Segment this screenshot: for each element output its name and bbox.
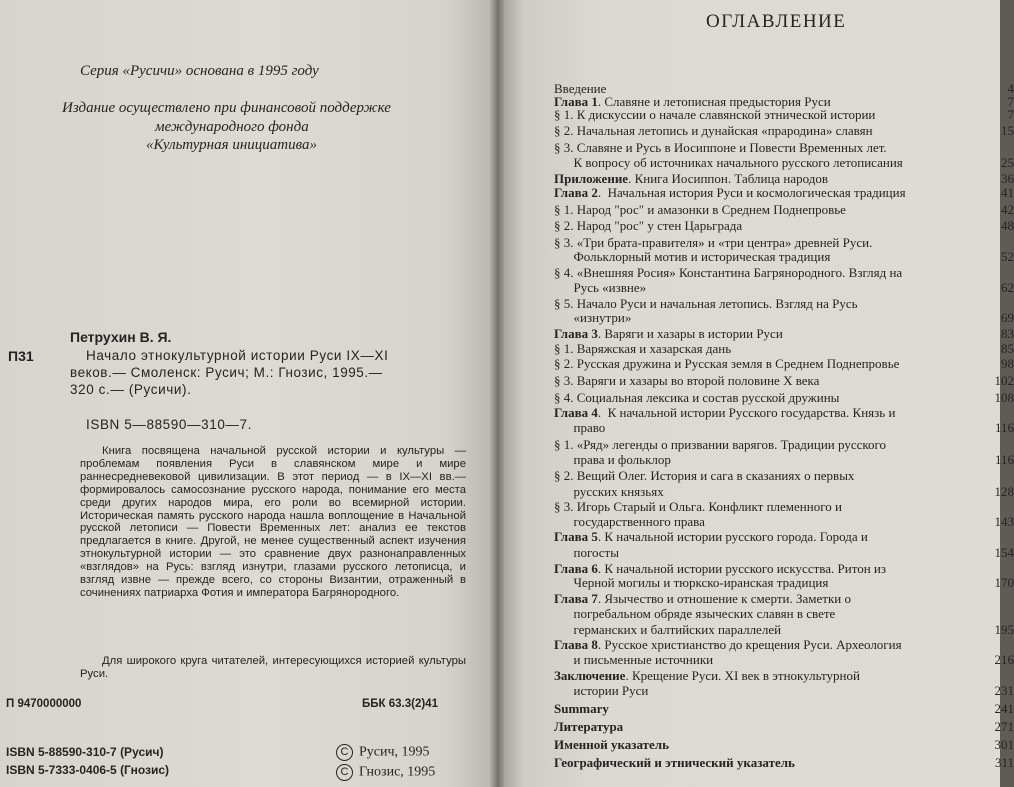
copyright-gnozis: C Гнозис, 1995 bbox=[336, 764, 435, 781]
toc-entry-label bbox=[554, 202, 846, 218]
support-line-1: Издание осуществлено при финансовой поддержке bbox=[62, 100, 391, 116]
toc-entry-page: 216 bbox=[994, 652, 1014, 667]
toc-entry-text: К вопросу об источниках начального русского летописания bbox=[554, 155, 903, 170]
toc-entry-label bbox=[554, 484, 664, 500]
series-note: Серия «Русичи» основана в 1995 году bbox=[80, 63, 319, 79]
toc-entry-text: . Варяги и хазары в истории Руси bbox=[597, 326, 783, 341]
toc-entry-page: 85 bbox=[1001, 341, 1014, 356]
toc-entry bbox=[554, 249, 1014, 265]
toc-entry-text: § 3. «Три брата-правителя» и «три центра» древней Руси. bbox=[554, 235, 873, 250]
toc-entry-text: § 3. Варяги и хазары во второй половине X века bbox=[554, 373, 820, 388]
toc-entry-page: 170 bbox=[994, 575, 1014, 590]
toc-entry-heading: Глава 7 bbox=[554, 591, 598, 606]
toc-entry-text: . К начальной истории Русского государства. Князь и bbox=[597, 405, 896, 420]
toc-entry-text: § 1. Варяжская и хазарская дань bbox=[554, 341, 732, 356]
toc-entry bbox=[554, 265, 1000, 281]
toc-entry-page: 7 bbox=[1007, 107, 1014, 122]
toc-entry-label bbox=[554, 652, 713, 668]
toc-entry-text: русских князьях bbox=[554, 484, 664, 499]
toc-entry-heading: Именной указатель bbox=[554, 737, 669, 752]
toc-entry-heading: Заключение bbox=[554, 668, 626, 683]
toc-entry-text: Русь «извне» bbox=[554, 280, 647, 295]
toc-entry-heading: Географический и этнический указатель bbox=[554, 755, 795, 770]
toc-entry-label bbox=[554, 606, 835, 622]
toc-entry-text: погосты bbox=[554, 545, 619, 560]
toc-entry-label bbox=[554, 499, 842, 515]
toc-entry-page: 116 bbox=[994, 420, 1014, 435]
isbn-short: ISBN 5—88590—310—7. bbox=[86, 417, 252, 432]
toc-entry bbox=[554, 123, 1014, 139]
biblio-line-2: веков.— Смоленск: Русич; М.: Гнозис, 1995.— bbox=[70, 365, 383, 380]
author: Петрухин В. Я. bbox=[70, 329, 172, 345]
toc-entry-label bbox=[554, 280, 646, 296]
toc-entry bbox=[554, 390, 1014, 406]
support-line-2: международного фонда bbox=[155, 119, 309, 135]
toc-entry bbox=[554, 468, 1000, 484]
support-line-3: «Культурная инициатива» bbox=[146, 137, 318, 153]
toc-entry-page: 62 bbox=[1001, 280, 1014, 295]
catalog-code: П 9470000000 bbox=[6, 698, 82, 710]
toc-entry-text: . Язычество и отношение к смерти. Заметки о bbox=[597, 591, 851, 606]
toc-entry-heading: Глава 1 bbox=[554, 94, 598, 109]
toc-entry-label bbox=[554, 356, 899, 372]
toc-entry-page: 83 bbox=[1001, 326, 1014, 341]
toc-entry-text: . Книга Иосиппон. Таблица народов bbox=[628, 171, 829, 186]
toc-entry-label bbox=[554, 514, 705, 530]
toc-entry-text: права и фольклор bbox=[554, 452, 671, 467]
toc-entry-text: право bbox=[554, 420, 606, 435]
toc-entry-page: 69 bbox=[1001, 310, 1014, 325]
toc-entry-text: «изнутри» bbox=[554, 310, 632, 325]
toc-entry-text: . Русское христианство до крещения Руси. Археология bbox=[597, 637, 902, 652]
toc-entry-text: § 5. Начало Руси и начальная летопись. Взгляд на Русь bbox=[554, 296, 858, 311]
toc-entry-label bbox=[554, 218, 742, 234]
copyright-rusich: C Русич, 1995 bbox=[336, 744, 430, 761]
toc-entry-label bbox=[554, 622, 781, 638]
toc-entry bbox=[554, 622, 1014, 638]
toc-entry-text: § 3. Славяне и Русь в Иосиппоне и Повести Временных лет. bbox=[554, 140, 887, 155]
toc-entry-label bbox=[554, 326, 783, 342]
toc-entry-text: Фольклорный мотив и историческая традиция bbox=[554, 249, 831, 264]
isbn-gnozis: ISBN 5-7333-0406-5 (Гнозис) bbox=[6, 763, 169, 777]
toc-entry-page: 241 bbox=[994, 701, 1014, 716]
toc-entry-page: 48 bbox=[1001, 218, 1014, 233]
toc-entry-page: 154 bbox=[994, 545, 1014, 560]
toc-entry bbox=[554, 668, 1000, 684]
toc-entry bbox=[554, 606, 1000, 622]
toc-entry-text: § 2. Начальная летопись и дунайская «прародина» славян bbox=[554, 123, 873, 138]
toc-entry bbox=[554, 545, 1014, 561]
toc-entry bbox=[554, 420, 1014, 436]
toc-entry bbox=[554, 405, 1000, 421]
toc-entry bbox=[554, 107, 1014, 123]
toc-entry bbox=[554, 326, 1014, 342]
toc-entry bbox=[554, 514, 1014, 530]
toc-entry-label bbox=[554, 155, 903, 171]
toc-entry-page: 36 bbox=[1001, 171, 1014, 186]
toc-entry-label bbox=[554, 575, 828, 591]
toc-entry bbox=[554, 499, 1000, 515]
toc-entry-label bbox=[554, 591, 851, 607]
left-page bbox=[0, 0, 494, 787]
toc-entry-text: § 4. Социальная лексика и состав русской дружины bbox=[554, 390, 840, 405]
toc-entry-page: 4 bbox=[1007, 81, 1014, 96]
toc-entry-label bbox=[554, 701, 609, 717]
toc-entry bbox=[554, 452, 1014, 468]
toc-entry-label bbox=[554, 107, 875, 123]
biblio-line-1: Начало этнокультурной истории Руси IX—XI bbox=[86, 348, 389, 363]
toc-entry-heading: Литература bbox=[554, 719, 624, 734]
toc-entry bbox=[554, 575, 1014, 591]
toc-entry-text: погребальном обряде языческих славян в свете bbox=[554, 606, 836, 621]
toc-entry-page: 102 bbox=[994, 373, 1014, 388]
annotation-paragraph: Книга посвящена начальной русской истории и культуры — проблемам появления Руси в славянском мире и мире раннесредневековой цивилизации. В этот период — в IX—XI вв.— формировалось самосознание русского народа, понимание его места среди других народов мира, его роли во всемирной истории. Историческая память русского народа нашла воплощение в Начальной русской летописи — Повести Временных лет: анализ ее текстов предлагается в книге. Другой, не менее существенный аспект изучения этнокультурной истории — это сравнение двух разнонаправленных «взглядов» на Русь: взгляд изнутри, глазами русского летописца, и взгляд извне — прежде всего, со стороны Византии, отраженный в сочинениях патриарха Фотия и императора Багрянородного. bbox=[80, 445, 466, 599]
toc-entry bbox=[554, 185, 1014, 201]
toc-entry-label bbox=[554, 719, 623, 735]
toc-entry-label bbox=[554, 341, 731, 357]
toc-entry bbox=[554, 218, 1014, 234]
toc-entry-label bbox=[554, 637, 902, 653]
toc-entry-text: § 2. Русская дружина и Русская земля в Среднем Поднепровье bbox=[554, 356, 900, 371]
toc-entry-text: Введение bbox=[554, 81, 607, 96]
toc-entry-label bbox=[554, 737, 669, 753]
toc-entry-page: 143 bbox=[994, 514, 1014, 529]
toc-entry-page: 231 bbox=[994, 683, 1014, 698]
toc-entry-text: . Начальная история Руси и космологическая традиция bbox=[597, 185, 906, 200]
toc-entry-heading: Глава 2 bbox=[554, 185, 598, 200]
toc-entry-label bbox=[554, 140, 887, 156]
toc-entry-heading: Приложение bbox=[554, 171, 629, 186]
toc-entry bbox=[554, 202, 1014, 218]
biblio-line-3: 320 с.— (Русичи). bbox=[70, 382, 192, 397]
toc-entry-text: § 2. Вещий Олег. История и сага в сказаниях о первых bbox=[554, 468, 855, 483]
toc-entry-label bbox=[554, 420, 605, 436]
toc-entry-text: . К начальной истории русского города. Города и bbox=[597, 529, 868, 544]
toc-entry-page: 195 bbox=[994, 622, 1014, 637]
toc-entry-text: § 2. Народ "рос" у стен Царьграда bbox=[554, 218, 743, 233]
toc-entry-page: 108 bbox=[994, 390, 1014, 405]
toc-entry bbox=[554, 719, 1014, 735]
toc-entry bbox=[554, 437, 1000, 453]
toc-entry bbox=[554, 341, 1014, 357]
toc-entry-text: § 1. Народ "рос" и амазонки в Среднем Поднепровье bbox=[554, 202, 846, 217]
toc-entry-label bbox=[554, 249, 830, 265]
toc-entry-text: . Крещение Руси. XI век в этнокультурной bbox=[625, 668, 860, 683]
toc-entry bbox=[554, 484, 1014, 500]
toc-entry bbox=[554, 356, 1014, 372]
toc-entry bbox=[554, 652, 1014, 668]
toc-entry-text: . К начальной истории русского искусства. Ритон из bbox=[597, 561, 887, 576]
toc-entry bbox=[554, 373, 1014, 389]
toc-entry-text: § 1. «Ряд» легенды о призвании варягов. Традиции русского bbox=[554, 437, 887, 452]
toc-entry bbox=[554, 755, 1014, 771]
toc-entry-page: 311 bbox=[994, 755, 1014, 770]
toc-entry-heading: Глава 4 bbox=[554, 405, 598, 420]
toc-entry-heading: Глава 6 bbox=[554, 561, 598, 576]
toc-entry-label bbox=[554, 185, 906, 201]
toc-entry-label bbox=[554, 545, 619, 561]
toc-entry-text: государственного права bbox=[554, 514, 705, 529]
toc-entry-page: 42 bbox=[1001, 202, 1014, 217]
toc-entry-page: 15 bbox=[1001, 123, 1014, 138]
toc-entry-page: 52 bbox=[1001, 249, 1014, 264]
bbk-code: ББК 63.3(2)41 bbox=[362, 698, 438, 710]
toc-entry-label bbox=[554, 529, 868, 545]
toc-entry-page: 25 bbox=[1001, 155, 1014, 170]
toc-entry-page: 116 bbox=[994, 452, 1014, 467]
toc-entry-label bbox=[554, 437, 886, 453]
toc-entry-label bbox=[554, 405, 895, 421]
toc-entry bbox=[554, 529, 1000, 545]
toc-entry-heading: Summary bbox=[554, 701, 609, 716]
library-code: П31 bbox=[8, 348, 34, 364]
toc-entry-label bbox=[554, 683, 648, 699]
toc-entry-label bbox=[554, 452, 671, 468]
toc-entry-text: Черной могилы и тюркско-иранская традиция bbox=[554, 575, 829, 590]
toc-entry-text: истории Руси bbox=[554, 683, 649, 698]
toc-entry-text: § 4. «Внешняя Росия» Константина Багрянородного. Взгляд на bbox=[554, 265, 903, 280]
copyright-icon: C bbox=[336, 764, 353, 781]
toc-entry-text: § 1. К дискуссии о начале славянской этнической истории bbox=[554, 107, 876, 122]
toc-entry-page: 7 bbox=[1007, 94, 1014, 109]
toc-entry bbox=[554, 155, 1014, 171]
toc-entry-heading: Глава 5 bbox=[554, 529, 598, 544]
audience-paragraph: Для широкого круга читателей, интересующихся историей культуры Руси. bbox=[80, 655, 466, 680]
toc-entry-page: 301 bbox=[994, 737, 1014, 752]
toc-entry-text: . Славяне и летописная предыстория Руси bbox=[597, 94, 831, 109]
toc-entry-label bbox=[554, 310, 631, 326]
toc-entry-page: 271 bbox=[994, 719, 1014, 734]
toc-entry-heading: Глава 3 bbox=[554, 326, 598, 341]
toc-entry-label bbox=[554, 123, 873, 139]
toc-entry-label bbox=[554, 668, 860, 684]
toc-entry-label bbox=[554, 468, 854, 484]
toc-entry bbox=[554, 701, 1014, 717]
toc-entry-heading: Глава 8 bbox=[554, 637, 598, 652]
toc-entry-text: § 3. Игорь Старый и Ольга. Конфликт племенного и bbox=[554, 499, 842, 514]
isbn-rusich: ISBN 5-88590-310-7 (Русич) bbox=[6, 745, 164, 759]
toc-entry-label bbox=[554, 265, 902, 281]
toc-entry-page: 128 bbox=[994, 484, 1014, 499]
toc-title: ОГЛАВЛЕНИЕ bbox=[706, 11, 847, 32]
right-page bbox=[504, 0, 1014, 787]
toc-entry-label bbox=[554, 755, 795, 771]
copyright-icon: C bbox=[336, 744, 353, 761]
toc-entry bbox=[554, 637, 1000, 653]
toc-entry-page: 98 bbox=[1001, 356, 1014, 371]
toc-entry-label bbox=[554, 373, 819, 389]
toc-entry bbox=[554, 591, 1000, 607]
toc-entry bbox=[554, 737, 1014, 753]
toc-entry bbox=[554, 280, 1014, 296]
toc-entry-text: и письменные источники bbox=[554, 652, 714, 667]
toc-entry bbox=[554, 310, 1014, 326]
toc-entry bbox=[554, 683, 1014, 699]
toc-entry-page: 41 bbox=[1001, 185, 1014, 200]
toc-entry-label bbox=[554, 390, 839, 406]
toc-entry bbox=[554, 140, 1000, 156]
toc-entry-text: германских и балтийских параллелей bbox=[554, 622, 782, 637]
